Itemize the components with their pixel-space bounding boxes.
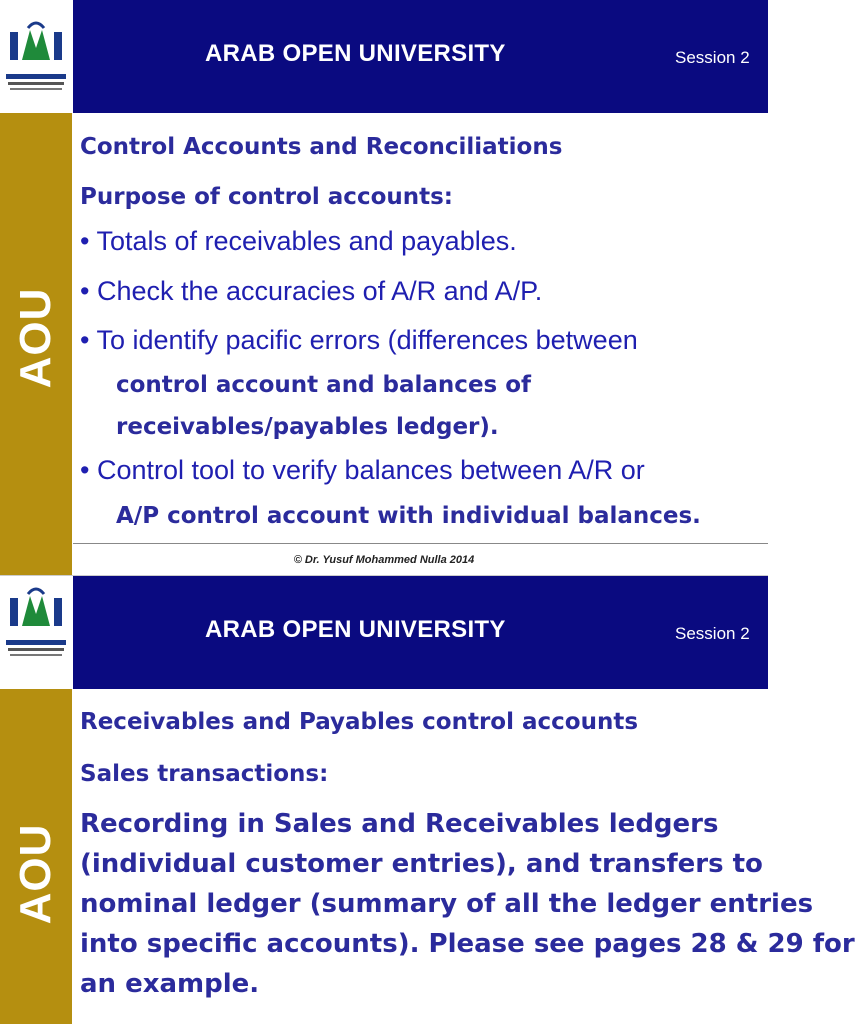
session-label: Session 2 (675, 624, 750, 643)
slide-title: Receivables and Payables control accounts (80, 709, 639, 735)
body-line: (individual customer entries), and transfers to (80, 849, 763, 879)
body-line: into specific accounts). Please see pages 28 & 29 for (80, 929, 855, 959)
copyright-footer: © Dr. Yusuf Mohammed Nulla 2014 (293, 554, 475, 566)
bullet-item: • To identify pacific errors (differences between (80, 325, 638, 355)
sidebar-strip (0, 689, 72, 1024)
university-title: ARAB OPEN UNIVERSITY (205, 616, 506, 643)
bullet-item: • Control tool to verify balances between A/R or (80, 455, 645, 485)
slide-header (0, 576, 768, 689)
university-logo (0, 0, 73, 113)
section-heading: Purpose of control accounts: (80, 184, 454, 210)
footer-divider (73, 543, 768, 544)
body-line: nominal ledger (summary of all the ledger entries (80, 889, 814, 919)
slide-2 (0, 576, 855, 1024)
bullet-continuation: control account and balances of (116, 372, 532, 398)
session-label: Session 2 (675, 48, 750, 67)
slide-header (0, 0, 768, 113)
body-line: an example. (80, 969, 260, 999)
sidebar-strip (0, 113, 72, 575)
section-heading: Sales transactions: (80, 761, 329, 787)
aou-mark: AOU (11, 287, 60, 389)
bullet-item: • Check the accuracies of A/R and A/P. (80, 276, 543, 306)
university-logo (0, 576, 73, 689)
aou-mark: AOU (11, 823, 60, 925)
bullet-item: • Totals of receivables and payables. (80, 226, 517, 256)
body-line: Recording in Sales and Receivables ledgers (80, 809, 719, 839)
bullet-continuation: A/P control account with individual balances. (116, 503, 701, 529)
university-title: ARAB OPEN UNIVERSITY (205, 40, 506, 67)
slide-title: Control Accounts and Reconciliations (80, 134, 563, 160)
bullet-continuation: receivables/payables ledger). (116, 414, 499, 440)
